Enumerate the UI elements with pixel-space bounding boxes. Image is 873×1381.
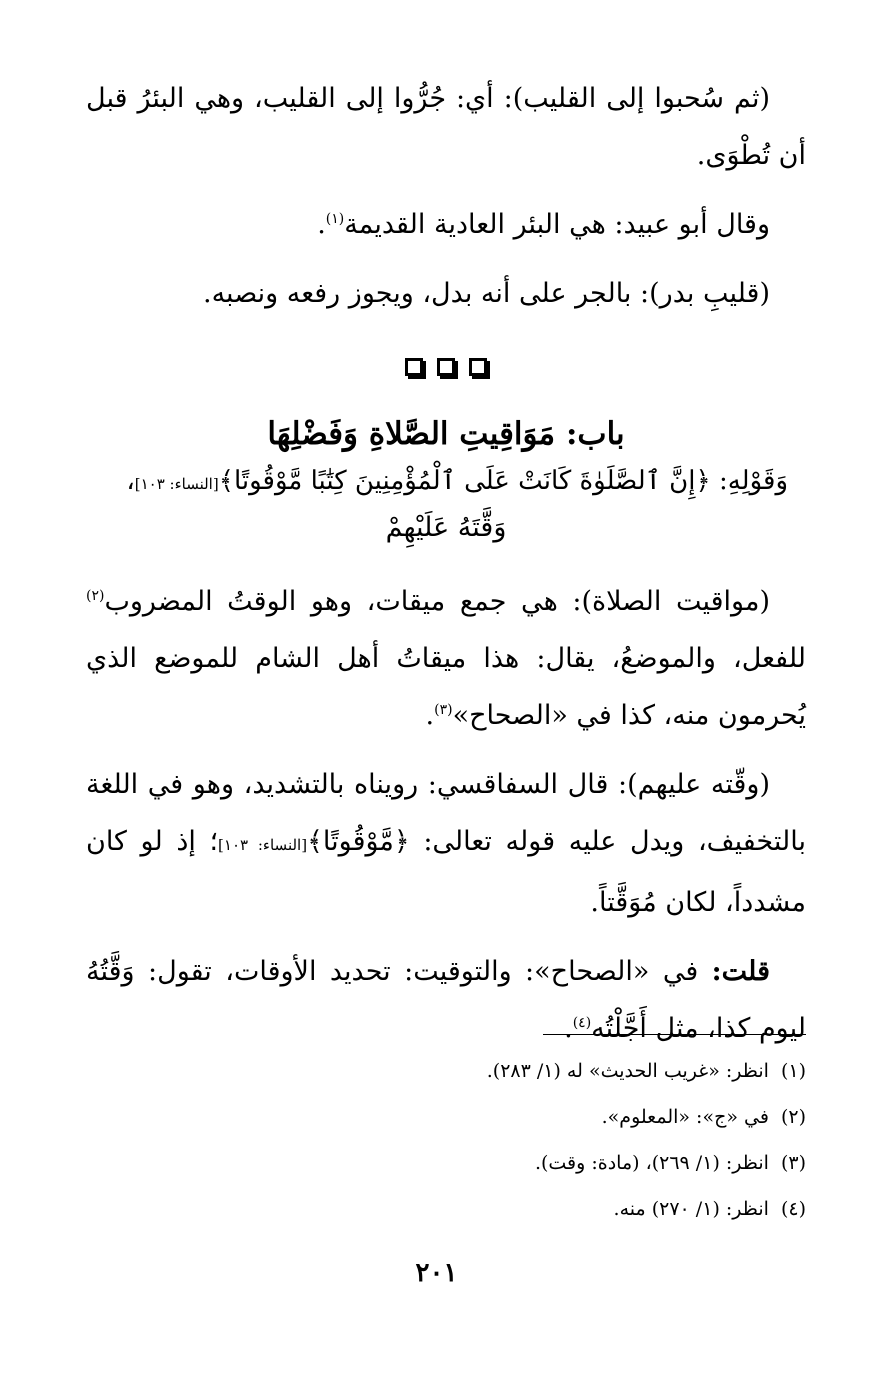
paragraph-punct: . [425, 700, 435, 731]
square-ornament-icon [437, 358, 455, 376]
paragraph-lead: قلت: [711, 956, 770, 987]
footnote-item [86, 1094, 806, 1140]
footnote-item [86, 1140, 806, 1186]
paragraph-punct: . [564, 1013, 573, 1044]
verse-reference: [النساء: ١٠٣] [134, 475, 219, 493]
footnote-item [86, 1186, 806, 1232]
verse-punct: ، [126, 466, 135, 496]
footnotes [86, 1048, 806, 1232]
chapter-subtitle-text: وَقَّتَهُ عَلَيْهِمْ [385, 512, 507, 543]
footnote-number: (١) [780, 1060, 806, 1082]
chapter-title-text: مَوَاقِيتِ الصَّلاةِ وَفَضْلِهَا [267, 416, 556, 452]
footnote-ref[interactable]: (٢) [86, 588, 105, 604]
section-separator [86, 358, 806, 376]
footnote-ref[interactable]: (٣) [434, 702, 453, 718]
paragraph-waqqatahu [86, 756, 806, 931]
quran-verse: وَقَوْلِهِ: ﴿إِنَّ ٱلصَّلَوٰةَ كَانَتْ عَلَى ٱلْمُؤْمِنِينَ كِتَٰبًا مَّوْقُوتًا﴾ [218, 466, 788, 496]
verse-reference: [النساء: ١٠٣] [218, 836, 308, 854]
paragraph-abu-ubaid [86, 196, 806, 253]
chapter-verse-line [86, 458, 788, 507]
footnote-item [86, 1048, 806, 1094]
chapter-title [86, 410, 806, 458]
paragraph-text: في «الصحاح»: والتوقيت: تحديد الأوقات، تقول: وَقَّتُهُ ليوم كذا، مثل أَجَّلْتُه [86, 956, 806, 1044]
page-number: ٢٠١ [415, 1258, 458, 1288]
paragraph-text: (قليبِ بدر): بالجر على أنه بدل، ويجوز رفعه ونصبه. [203, 278, 770, 309]
footnote-text: انظر: (١/ ٢٦٩)، (مادة: وقت). [534, 1152, 769, 1174]
paragraph-mawaqit [86, 573, 806, 744]
paragraph-text: (ثم سُحبوا إلى القليب): أي: جُرُّوا إلى القليب، وهي البئرُ قبل أن تُطْوَى. [86, 83, 806, 171]
paragraph-text: للفعل، والموضعُ، يقال: هذا ميقاتُ أهل الشام للموضع الذي يُحرمون منه، كذا في «الصحاح» [86, 643, 806, 731]
footnote-divider [543, 1034, 806, 1035]
paragraph-text: (مواقيت الصلاة): هي جمع ميقات، وهو الوقتُ المضروب [104, 586, 770, 617]
footnote-text: في «ج»: «المعلوم». [601, 1106, 769, 1128]
paragraph-qultu [86, 943, 806, 1057]
paragraph-punct: . [317, 209, 326, 240]
paragraph-qalib-definition [86, 70, 806, 184]
footnote-ref[interactable]: (٤) [572, 1015, 592, 1031]
square-ornament-icon [469, 358, 487, 376]
footnote-text: انظر: «غريب الحديث» له (١/ ٢٨٣). [486, 1060, 769, 1082]
paragraph-text: وقال أبو عبيد: هي البئر العادية القديمة [344, 209, 770, 240]
paragraph-qalib-badr [86, 265, 806, 322]
page-body [86, 70, 806, 1069]
footnote-text: انظر: (١/ ٢٧٠) منه. [613, 1198, 769, 1220]
footnote-number: (٢) [780, 1106, 806, 1128]
chapter-subtitle-line [86, 507, 806, 549]
paragraph-text: ؛ إذ لو كان مشدداً، لكان مُوَقَّتاً. [86, 826, 806, 918]
footnote-ref[interactable]: (١) [325, 211, 345, 227]
square-ornament-icon [405, 358, 423, 376]
footnote-number: (٤) [780, 1198, 806, 1220]
footnote-number: (٣) [780, 1152, 806, 1174]
paragraph-text: (وقّته عليهم): قال السفاقسي: رويناه بالتشديد، وهو في اللغة بالتخفيف، ويدل عليه قوله تعالى: ﴿مَّوْقُوتًا﴾ [86, 769, 806, 857]
chapter-lead: باب: [565, 416, 625, 452]
